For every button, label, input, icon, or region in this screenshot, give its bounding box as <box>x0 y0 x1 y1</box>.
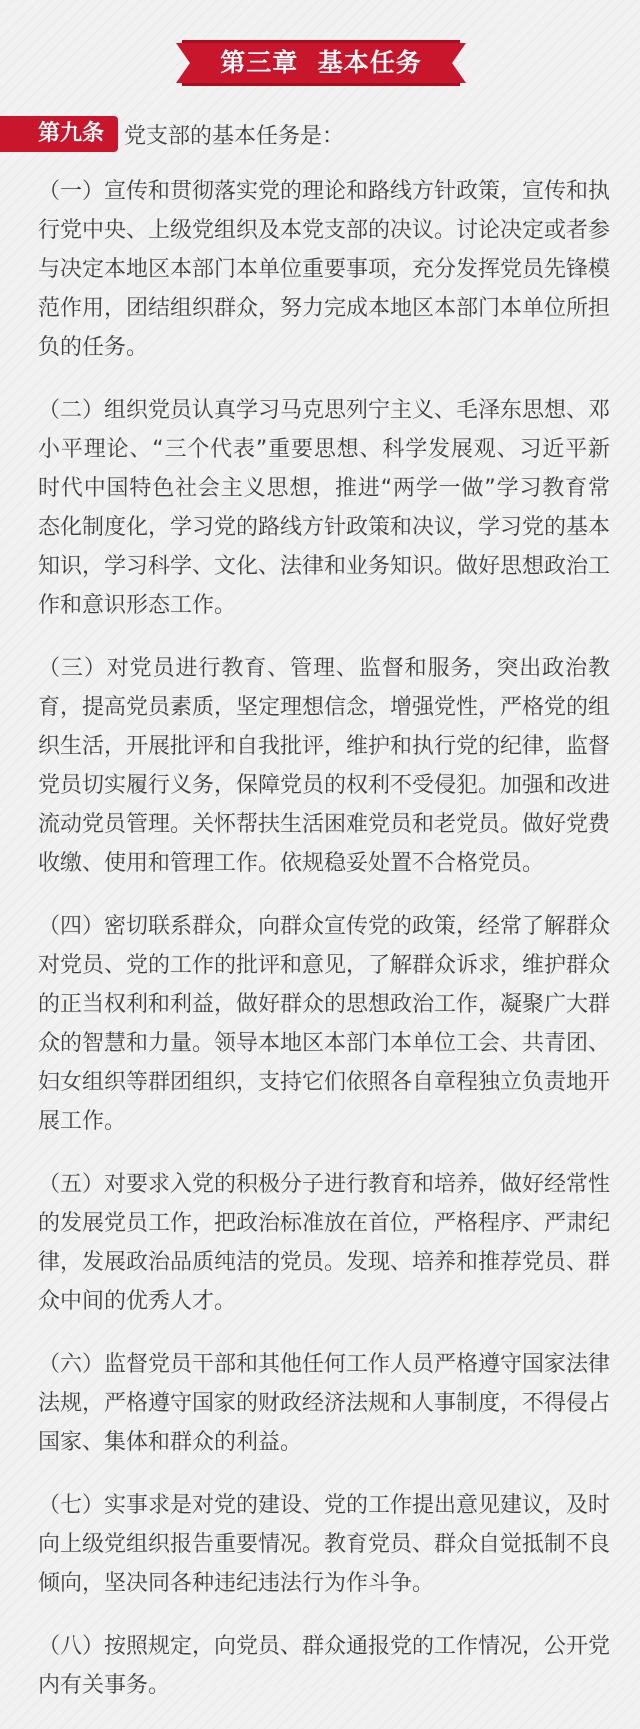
article-number-label: 第九条 <box>0 116 118 152</box>
task-item-1: （一）宣传和贯彻落实党的理论和路线方针政策，宣传和执行党中央、上级党组织及本党支部的决议。讨论决定或者参与决定本地区本部门本单位重要事项，充分发挥党员先锋模范作用，团结组织群众，努力完成本地区本部门本单位所担负的任务。 <box>38 179 611 360</box>
task-item-4: （四）密切联系群众，向群众宣传党的政策，经常了解群众对党员、党的工作的批评和意见，了解群众诉求，维护群众的正当权利和利益，做好群众的思想政治工作，凝聚广大群众的智慧和力量。领导本地区本部门本单位工会、共青团、妇女组织等群团组织，支持它们依照各自章程独立负责地开展工作。 <box>38 914 611 1134</box>
task-item-8: （八）按照规定，向党员、群众通报党的工作情况，公开党内有关事务。 <box>38 1634 611 1698</box>
task-item-2: （二）组织党员认真学习马克思列宁主义、毛泽东思想、邓小平理论、“三个代表”重要思想、科学发展观、习近平新时代中国特色社会主义思想，推进“两学一做”学习教育常态化制度化，学习党的路线方针政策和决议，学习党的基本知识，学习科学、文化、法律和业务知识。做好思想政治工作和意识形态工作。 <box>38 398 611 618</box>
article-intro: 党支部的基本任务是： <box>124 123 345 149</box>
chapter-banner <box>176 40 466 86</box>
task-list <box>38 172 610 1729</box>
chapter-title: 第三章 基本任务 <box>220 48 422 77</box>
task-item-6: （六）监督党员干部和其他任何工作人员严格遵守国家法律法规，严格遵守国家的财政经济法规和人事制度，不得侵占国家、集体和群众的利益。 <box>38 1352 611 1455</box>
task-item-3: （三）对党员进行教育、管理、监督和服务，突出政治教育，提高党员素质，坚定理想信念，增强党性，严格党的组织生活，开展批评和自我批评，维护和执行党的纪律，监督党员切实履行义务，保障党员的权利不受侵犯。加强和改进流动党员管理。关怀帮扶生活困难党员和老党员。做好党费收缴、使用和管理工作。依规稳妥处置不合格党员。 <box>38 656 611 876</box>
article-heading <box>0 116 344 152</box>
task-item-5: （五）对要求入党的积极分子进行教育和培养，做好经常性的发展党员工作，把政治标准放在首位，严格程序、严肃纪律，发展政治品质纯洁的党员。发现、培养和推荐党员、群众中间的优秀人才。 <box>38 1172 611 1314</box>
task-item-7: （七）实事求是对党的建设、党的工作提出意见建议，及时向上级党组织报告重要情况。教育党员、群众自觉抵制不良倾向，坚决同各种违纪违法行为作斗争。 <box>38 1493 611 1596</box>
